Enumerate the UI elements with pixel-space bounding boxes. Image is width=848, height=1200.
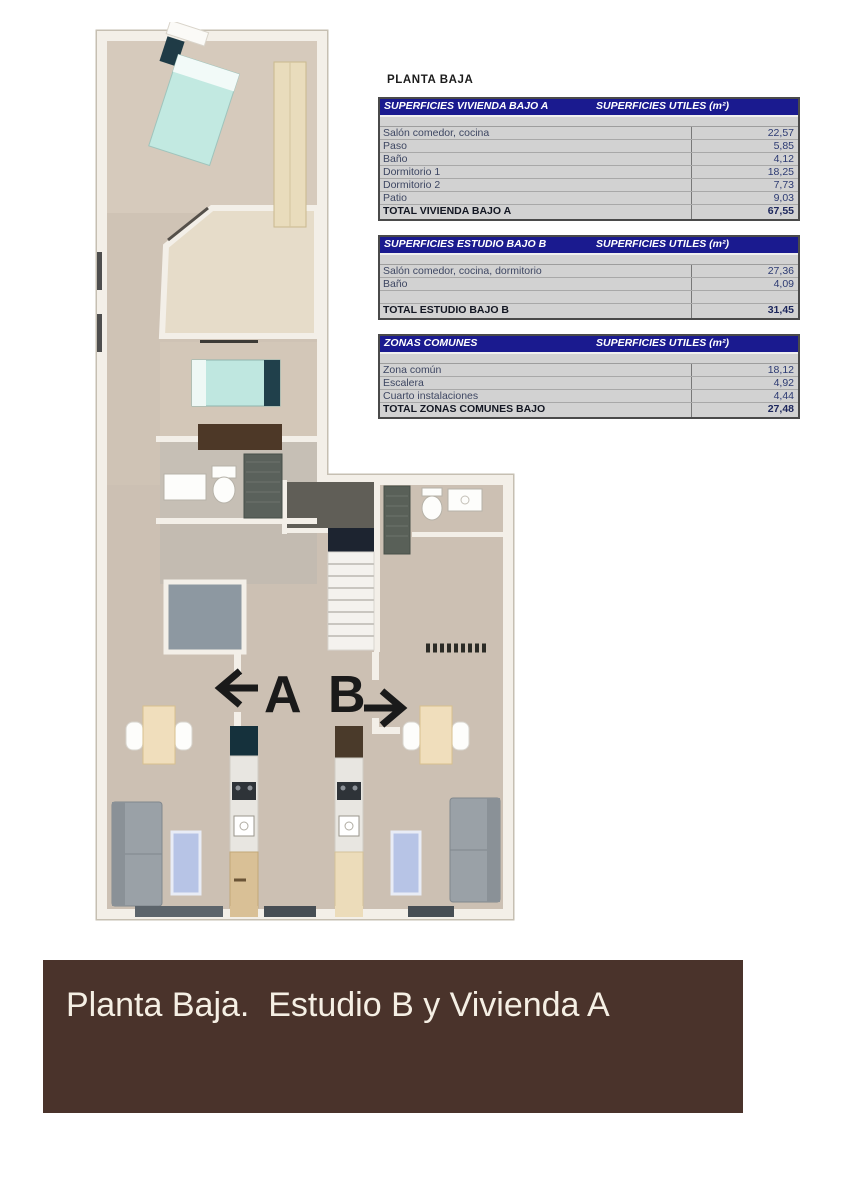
- table-title: SUPERFICIES ESTUDIO BAJO B: [384, 238, 547, 250]
- rug-icon: [172, 832, 200, 894]
- area-tables: [378, 74, 800, 433]
- table-row: [380, 178, 798, 191]
- caption-text: Planta Baja. Estudio B y Vivienda A: [66, 986, 610, 1024]
- table-title: SUPERFICIES VIVIENDA BAJO A: [384, 100, 549, 112]
- table-vivienda-bajo-a: [378, 97, 800, 221]
- row-value: 5,85: [773, 140, 794, 152]
- row-label: Patio: [380, 192, 692, 204]
- total-label: TOTAL ESTUDIO BAJO B: [380, 304, 692, 318]
- table-header: [380, 99, 798, 117]
- total-label: TOTAL VIVIENDA BAJO A: [380, 205, 692, 219]
- sink-icon: [448, 489, 482, 511]
- door-lintel: [200, 340, 258, 343]
- unit-b-label: B: [328, 666, 366, 724]
- table-row: [380, 277, 798, 290]
- row-label: Baño: [380, 278, 692, 290]
- units-header: SUPERFICIES UTILES (m²): [596, 238, 730, 250]
- table-row: [380, 165, 798, 178]
- kitchen-b-icon: [335, 726, 363, 908]
- row-label: Baño: [380, 153, 692, 165]
- row-value: 7,73: [773, 179, 794, 191]
- toilet-icon: [422, 488, 442, 496]
- table-zonas-comunes: [378, 334, 800, 419]
- table-row: [380, 389, 798, 402]
- header-spacer-row: [380, 354, 798, 364]
- toilet-icon: [212, 466, 236, 478]
- table-header: [380, 336, 798, 354]
- row-label: Dormitorio 2: [380, 179, 692, 191]
- row-value: 27,36: [767, 265, 794, 277]
- table-estudio-bajo-b: [378, 235, 800, 320]
- table-header: [380, 237, 798, 255]
- row-value: 4,12: [773, 153, 794, 165]
- wardrobe-icon: [274, 62, 306, 227]
- row-label: Escalera: [380, 377, 692, 389]
- table-row: [380, 376, 798, 389]
- header-spacer-row: [380, 117, 798, 127]
- table-total-row: [380, 303, 798, 318]
- window-mark: [97, 252, 102, 290]
- row-value: 9,03: [773, 192, 794, 204]
- sofa-a-icon: [112, 802, 162, 906]
- table-row: [380, 127, 798, 139]
- row-value: 4,09: [773, 278, 794, 290]
- row-value: 18,25: [767, 166, 794, 178]
- row-value: 4,44: [773, 390, 794, 402]
- window-mark: [97, 314, 102, 352]
- table-row: [380, 265, 798, 277]
- table-row: [380, 152, 798, 165]
- table-row: [380, 139, 798, 152]
- total-value: 31,45: [767, 304, 794, 316]
- table-total-row: [380, 204, 798, 219]
- table-title: ZONAS COMUNES: [384, 337, 478, 349]
- kitchen-a-icon: [230, 726, 258, 908]
- units-header: SUPERFICIES UTILES (m²): [596, 100, 730, 112]
- row-value: 18,12: [767, 364, 794, 376]
- row-value: [692, 291, 798, 303]
- rug-icon: [392, 832, 420, 894]
- row-label: Zona común: [380, 364, 692, 376]
- patio: [166, 582, 244, 652]
- row-label: Paso: [380, 140, 692, 152]
- table-row: [380, 191, 798, 204]
- table-row: [380, 364, 798, 376]
- row-label: Salón comedor, cocina: [380, 127, 692, 139]
- sofa-b-icon: [450, 798, 500, 902]
- bed-2-icon: [192, 360, 280, 406]
- dresser-icon: [198, 424, 282, 450]
- row-label: [380, 291, 692, 303]
- caption-banner: [43, 960, 743, 1113]
- total-value: 67,55: [767, 205, 794, 217]
- header-spacer-row: [380, 255, 798, 265]
- plan-title: PLANTA BAJA: [387, 74, 474, 86]
- total-label: TOTAL ZONAS COMUNES BAJO: [380, 403, 692, 417]
- row-label: Salón comedor, cocina, dormitorio: [380, 265, 692, 277]
- units-header: SUPERFICIES UTILES (m²): [596, 337, 730, 349]
- table-total-row: [380, 402, 798, 417]
- sink-icon: [164, 474, 206, 500]
- row-label: Cuarto instalaciones: [380, 390, 692, 402]
- row-label: Dormitorio 1: [380, 166, 692, 178]
- empty-row: [380, 290, 798, 303]
- total-value: 27,48: [767, 403, 794, 415]
- unit-a-label: A: [264, 666, 302, 724]
- stairs-icon: [328, 528, 374, 650]
- row-value: 22,57: [767, 127, 794, 139]
- row-value: 4,92: [773, 377, 794, 389]
